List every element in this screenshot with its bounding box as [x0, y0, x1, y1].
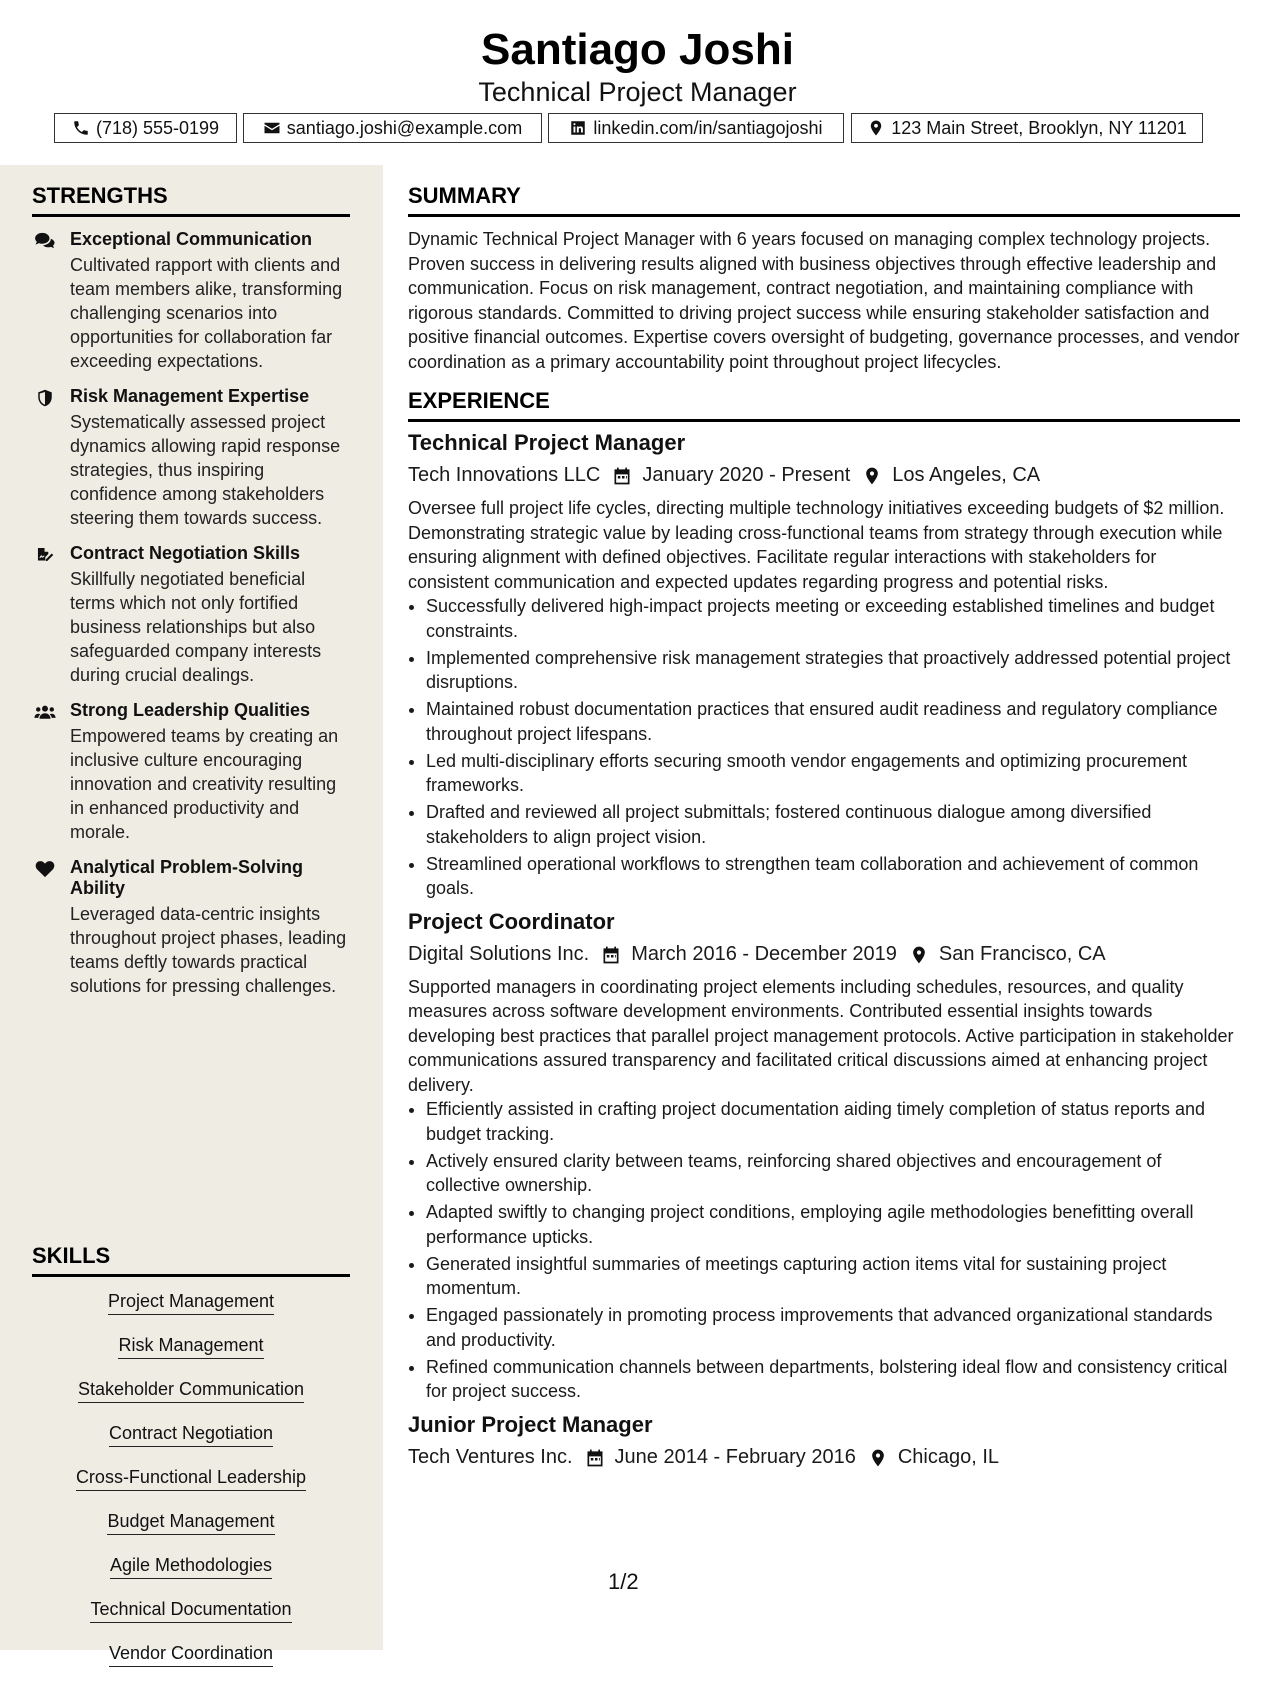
skill-tag: Stakeholder Communication [78, 1377, 304, 1403]
job-entry [408, 907, 1240, 1404]
resume-header [0, 0, 1275, 160]
experience-heading: EXPERIENCE [408, 388, 1240, 422]
strength-item [32, 857, 350, 998]
map-marker-icon [867, 119, 885, 137]
job-achievements [408, 594, 1240, 901]
skill-tag: Vendor Coordination [109, 1641, 273, 1667]
contact-email-text: santiago.joshi@example.com [286, 117, 523, 138]
contact-phone[interactable] [54, 113, 237, 143]
contact-phone-text: (718) 555-0199 [95, 117, 220, 138]
job-meta [408, 939, 1240, 969]
achievement-item: • Refined communication channels between departments, bolstering ideal flow and consistency critical for project success. [426, 1355, 1240, 1404]
skills-heading: SKILLS [32, 1243, 350, 1277]
skill-tag: Budget Management [107, 1509, 274, 1535]
heart-icon [34, 860, 56, 878]
achievement-item: • Adapted swiftly to changing project conditions, employing agile methodologies benefitting overall performance upticks. [426, 1200, 1240, 1249]
job-entry [408, 428, 1240, 901]
map-marker-icon [862, 465, 882, 485]
candidate-name: Santiago Joshi [481, 25, 794, 74]
strength-item [32, 543, 350, 687]
summary-section [408, 183, 1240, 374]
job-meta [408, 1442, 1240, 1472]
skill-tag: Technical Documentation [90, 1597, 291, 1623]
job-company: Tech Innovations LLC [408, 464, 601, 486]
job-title: Project Coordinator [408, 908, 615, 934]
job-description: Oversee full project life cycles, directing multiple technology initiatives exceeding budgets of $2 million. Demonstrating strategic value by leading cross-functional teams from strategy through execution while ensuring alignment with defined objectives. Facilitate regular interactions with stakeholders for consistent communication and expected updates regarding progress and potential risks. [408, 498, 1225, 592]
experience-section [408, 388, 1240, 1472]
job-dates: January 2020 - Present [642, 464, 851, 486]
contact-address [851, 113, 1203, 143]
users-icon [34, 703, 56, 721]
skill-tag: Contract Negotiation [109, 1421, 273, 1447]
strength-description: Leveraged data-centric insights throughout project phases, leading teams deftly towards practical solutions for pressing challenges. [70, 904, 347, 996]
candidate-title: Technical Project Manager [478, 77, 797, 107]
strength-name: Contract Negotiation Skills [70, 543, 301, 563]
job-company: Digital Solutions Inc. [408, 942, 590, 965]
calendar-icon [601, 944, 621, 964]
linkedin-icon [569, 119, 587, 137]
strength-name: Strong Leadership Qualities [70, 700, 311, 720]
achievement-item: • Generated insightful summaries of meetings capturing action items vital for sustaining project momentum. [426, 1252, 1240, 1301]
strength-name: Risk Management Expertise [70, 386, 310, 406]
page-number: 1/2 [608, 1569, 639, 1594]
strength-item [32, 700, 350, 844]
job-location: Chicago, IL [897, 1445, 999, 1468]
contact-bar [0, 113, 1275, 145]
achievement-item: • Maintained robust documentation practices that ensured audit readiness and regulatory compliance throughout project lifespans. [426, 697, 1240, 746]
achievement-item: • Streamlined operational workflows to strengthen team collaboration and achievement of common goals. [426, 852, 1240, 901]
file-signature-icon [34, 546, 56, 564]
main-column [408, 165, 1240, 1472]
job-dates: March 2016 - December 2019 [631, 942, 897, 965]
comments-icon [34, 232, 56, 250]
achievement-item: • Implemented comprehensive risk management strategies that proactively addressed potential project disruptions. [426, 646, 1240, 695]
envelope-icon [263, 119, 281, 137]
calendar-icon [612, 465, 632, 485]
strength-name: Exceptional Communication [70, 229, 313, 249]
job-description: Supported managers in coordinating project elements including schedules, resources, and quality measures across software development environments. Contributed essential insights towards developing best practices that parallel project management protocols. Active participation in stakeholder communications assured transparency and facilitated critical discussions aimed at enhancing project delivery. [408, 976, 1234, 1095]
strength-item [32, 386, 350, 530]
achievement-item: • Led multi-disciplinary efforts securing smooth vendor engagements and optimizing procurement frameworks. [426, 749, 1240, 798]
achievement-item: • Drafted and reviewed all project submittals; fostered continuous dialogue among diversified stakeholders to align project vision. [426, 800, 1240, 849]
sidebar [0, 165, 383, 1663]
calendar-icon [585, 1447, 605, 1467]
job-location: Los Angeles, CA [892, 464, 1041, 486]
achievement-item: • Engaged passionately in promoting process improvements that advanced organizational standards and productivity. [426, 1303, 1240, 1352]
job-dates: June 2014 - February 2016 [614, 1445, 856, 1468]
summary-text: Dynamic Technical Project Manager with 6 years focused on managing complex technology projects. Proven success in delivering results aligned with business objectives through effective leadership and communication. Focus on risk management, contract negotiation, and maintaining compliance with rigorous standards. Committed to driving project success while ensuring stakeholder satisfaction and positive financial outcomes. Expertise covers oversight of budgeting, governance processes, and vendor coordination as a primary accountability point throughout project lifecycles. [408, 229, 1240, 372]
strengths-heading: STRENGTHS [32, 183, 350, 217]
job-company: Tech Ventures Inc. [408, 1445, 573, 1468]
shield-icon [34, 389, 56, 407]
contact-email[interactable] [243, 113, 542, 143]
skill-tag: Cross-Functional Leadership [76, 1465, 306, 1491]
achievement-item: • Efficiently assisted in crafting project documentation aiding timely completion of status reports and budget tracking. [426, 1097, 1240, 1146]
strength-description: Cultivated rapport with clients and team members alike, transforming challenging scenarios into opportunities for collaboration far exceeding expectations. [70, 255, 343, 371]
strength-description: Empowered teams by creating an inclusive culture encouraging innovation and creativity resulting in enhanced productivity and morale. [70, 726, 339, 842]
job-location: San Francisco, CA [938, 942, 1106, 965]
skill-tag: Project Management [108, 1289, 274, 1315]
strength-item [32, 229, 350, 373]
skills-list [32, 1289, 350, 1667]
skills-section [32, 1243, 350, 1685]
contact-linkedin[interactable] [548, 113, 844, 143]
achievement-item: • Actively ensured clarity between teams, reinforcing shared objectives and encouragement of collective ownership. [426, 1149, 1240, 1198]
map-marker-icon [909, 944, 929, 964]
contact-linkedin-text: linkedin.com/in/santiagojoshi [593, 117, 823, 138]
skill-tag: Risk Management [118, 1333, 263, 1359]
job-achievements [408, 1097, 1240, 1404]
job-entry [408, 1410, 1240, 1472]
strength-name: Analytical Problem-Solving Ability [70, 857, 304, 898]
achievement-item: • Successfully delivered high-impact projects meeting or exceeding established timelines and budget constraints. [426, 594, 1240, 643]
contact-address-text: 123 Main Street, Brooklyn, NY 11201 [891, 117, 1187, 138]
summary-heading: SUMMARY [408, 183, 1240, 217]
map-marker-icon [868, 1447, 888, 1467]
skill-tag: Agile Methodologies [110, 1553, 272, 1579]
job-meta [408, 460, 1240, 490]
strength-description: Skillfully negotiated beneficial terms which not only fortified business relationships but also safeguarded company interests during crucial dealings. [70, 569, 322, 685]
job-title: Technical Project Manager [408, 430, 686, 455]
strengths-section [32, 183, 350, 998]
job-title: Junior Project Manager [408, 1411, 653, 1437]
strength-description: Systematically assessed project dynamics allowing rapid response strategies, thus inspiring confidence among stakeholders steering them towards success. [70, 412, 341, 528]
phone-icon [72, 119, 90, 137]
